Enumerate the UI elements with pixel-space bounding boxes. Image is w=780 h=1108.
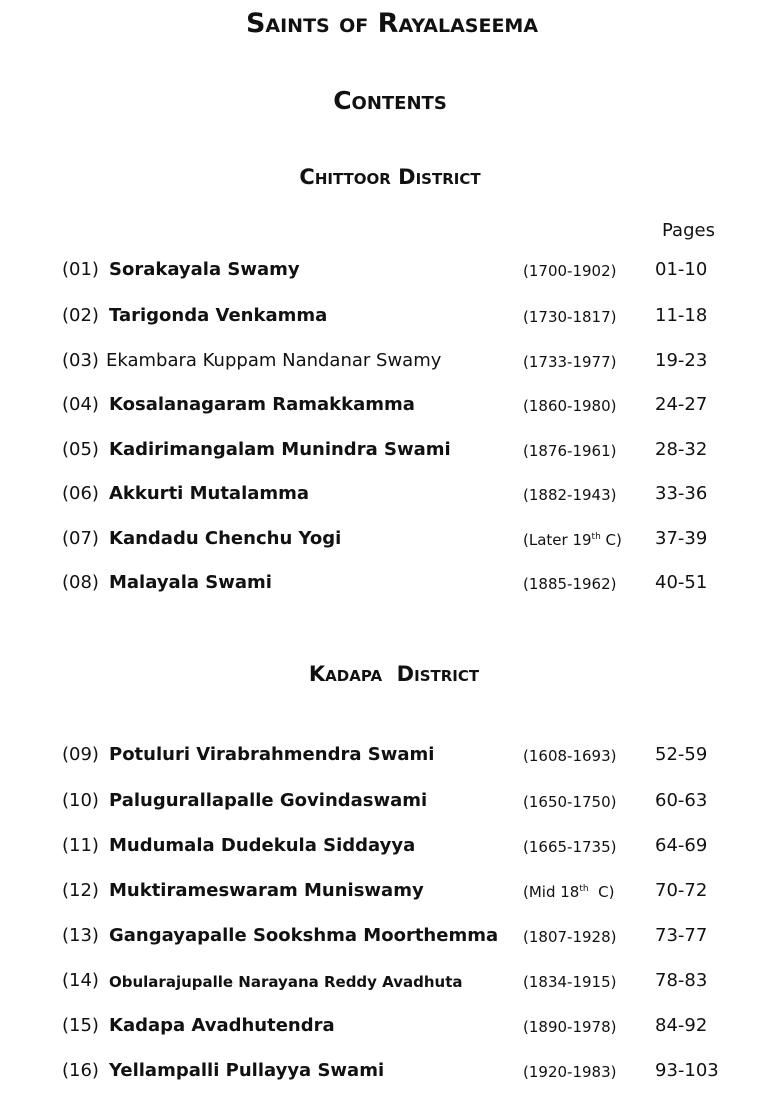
entry-pages: 64-69 <box>655 835 708 856</box>
entry-number: (07) <box>62 528 99 549</box>
dates-text: (1834-1915) <box>523 973 617 991</box>
entry-pages: 01-10 <box>655 259 708 280</box>
entry-name: Kosalanagaram Ramakkamma <box>109 394 415 415</box>
entry-number: (10) <box>62 790 99 811</box>
entry-dates <box>523 838 616 856</box>
entry-pages: 11-18 <box>655 305 708 326</box>
contents-entry <box>0 394 780 424</box>
entry-dates <box>523 353 616 371</box>
dates-tail: C) <box>588 883 615 901</box>
dates-text: (1890-1978) <box>523 1018 617 1036</box>
dates-text: (1665-1735) <box>523 838 617 856</box>
dates-superscript: th <box>579 884 589 894</box>
entry-dates <box>523 442 616 460</box>
entry-name: Ekambara Kuppam Nandanar Swamy <box>106 350 442 371</box>
entry-pages: 24-27 <box>655 394 708 415</box>
dates-text: (Later 19 <box>523 531 592 549</box>
entry-pages: 33-36 <box>655 483 708 504</box>
document-title: Saints of Rayalaseema <box>245 8 539 39</box>
entry-number: (09) <box>62 744 99 765</box>
entry-name: Yellampalli Pullayya Swami <box>109 1060 385 1081</box>
entry-name: Kadirimangalam Munindra Swami <box>109 439 451 460</box>
entry-dates <box>523 1063 616 1081</box>
entry-dates <box>523 397 616 415</box>
dates-text: (1608-1693) <box>523 747 617 765</box>
entry-name: Palugurallapalle Govindaswami <box>109 790 428 811</box>
dates-text: (1807-1928) <box>523 928 617 946</box>
entry-number: (03) <box>62 350 99 371</box>
contents-entry <box>0 1015 780 1045</box>
entry-dates <box>523 308 616 326</box>
contents-entry <box>0 835 780 865</box>
entry-pages: 70-72 <box>655 880 708 901</box>
entry-dates <box>523 262 616 280</box>
entry-pages: 78-83 <box>655 970 708 991</box>
entry-name: Sorakayala Swamy <box>109 259 300 280</box>
entry-dates <box>523 973 616 991</box>
contents-entry <box>0 744 780 774</box>
entry-pages: 93-103 <box>655 1060 719 1081</box>
entry-name: Kadapa Avadhutendra <box>109 1015 335 1036</box>
entry-name: Potuluri Virabrahmendra Swami <box>109 744 435 765</box>
entry-dates <box>523 793 616 811</box>
contents-heading: Contents <box>333 86 447 115</box>
entry-dates <box>523 928 616 946</box>
entry-name: Malayala Swami <box>109 572 272 593</box>
contents-entry <box>0 880 780 910</box>
dates-text: (1700-1902) <box>523 262 617 280</box>
entry-number: (06) <box>62 483 99 504</box>
entry-dates <box>523 486 616 504</box>
entry-number: (13) <box>62 925 99 946</box>
contents-entry <box>0 350 780 380</box>
entry-number: (08) <box>62 572 99 593</box>
dates-text: (1650-1750) <box>523 793 617 811</box>
entry-pages: 52-59 <box>655 744 708 765</box>
dates-text: (1860-1980) <box>523 397 617 415</box>
entry-number: (05) <box>62 439 99 460</box>
dates-text: (Mid 18 <box>523 883 580 901</box>
contents-entry <box>0 572 780 602</box>
entry-name: Kandadu Chenchu Yogi <box>109 528 342 549</box>
entry-pages: 73-77 <box>655 925 708 946</box>
entry-name: Tarigonda Venkamma <box>109 305 328 326</box>
entry-pages: 19-23 <box>655 350 708 371</box>
entry-number: (04) <box>62 394 99 415</box>
entry-number: (11) <box>62 835 99 856</box>
entry-dates <box>523 747 616 765</box>
entry-pages: 84-92 <box>655 1015 708 1036</box>
entry-dates <box>523 575 616 593</box>
dates-text: (1885-1962) <box>523 575 617 593</box>
entry-number: (16) <box>62 1060 99 1081</box>
contents-entry <box>0 925 780 955</box>
dates-superscript: th <box>591 532 601 542</box>
dates-text: (1920-1983) <box>523 1063 617 1081</box>
contents-entry <box>0 483 780 513</box>
contents-entry <box>0 970 780 1000</box>
entry-dates <box>523 531 622 549</box>
entry-name: Mudumala Dudekula Siddayya <box>109 835 416 856</box>
entry-number: (02) <box>62 305 99 326</box>
entry-number: (14) <box>62 970 99 991</box>
entry-number: (15) <box>62 1015 99 1036</box>
entry-pages: 40-51 <box>655 572 708 593</box>
entry-name: Akkurti Mutalamma <box>109 483 310 504</box>
entry-number: (01) <box>62 259 99 280</box>
dates-text: (1730-1817) <box>523 308 617 326</box>
entry-number: (12) <box>62 880 99 901</box>
entry-pages: 37-39 <box>655 528 708 549</box>
entry-pages: 28-32 <box>655 439 708 460</box>
entry-pages: 60-63 <box>655 790 708 811</box>
entry-dates <box>523 883 614 901</box>
dates-text: (1733-1977) <box>523 353 617 371</box>
entry-name: Gangayapalle Sookshma Moorthemma <box>109 925 499 946</box>
contents-entry <box>0 259 780 289</box>
contents-entry <box>0 439 780 469</box>
entry-dates <box>523 1018 616 1036</box>
contents-entry <box>0 528 780 558</box>
dates-tail: C) <box>600 531 622 549</box>
dates-text: (1876-1961) <box>523 442 617 460</box>
entry-name: Muktirameswaram Muniswamy <box>109 880 424 901</box>
dates-text: (1882-1943) <box>523 486 617 504</box>
section-heading-kadapa: Kadapa District <box>308 662 480 686</box>
section-heading-chittoor: Chittoor District <box>299 165 481 189</box>
contents-entry <box>0 1060 780 1090</box>
entry-name: Obularajupalle Narayana Reddy Avadhuta <box>109 973 463 991</box>
contents-entry <box>0 305 780 335</box>
pages-column-label: Pages <box>662 220 715 241</box>
contents-entry <box>0 790 780 820</box>
